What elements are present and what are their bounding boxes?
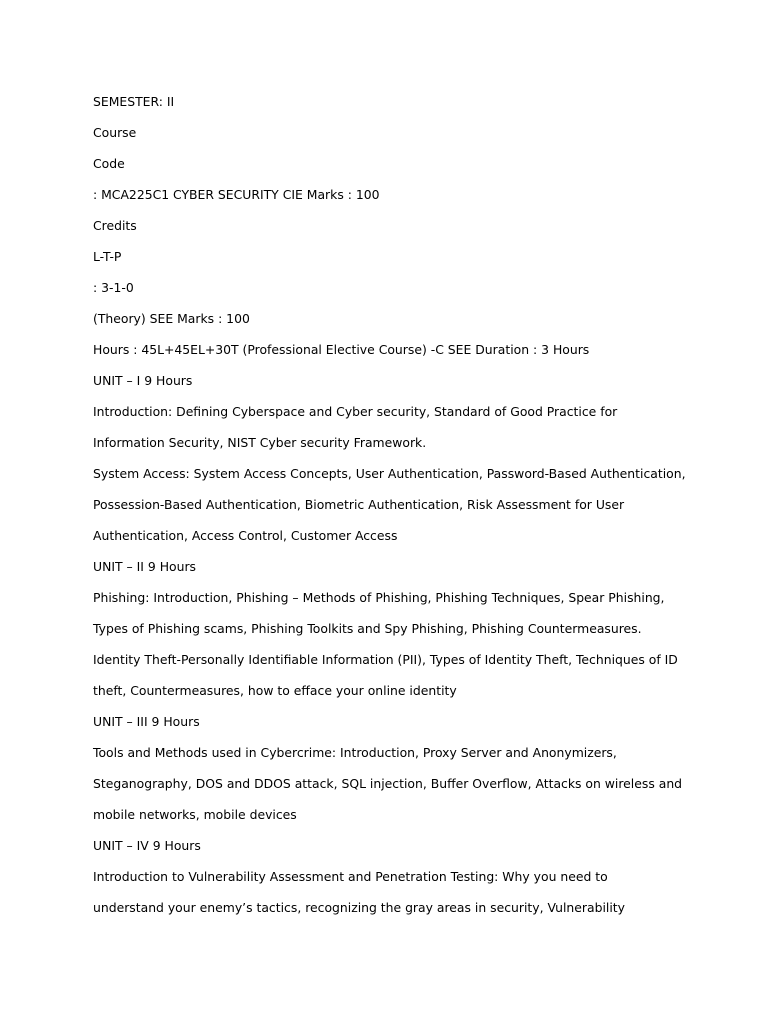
code-label: Code bbox=[93, 156, 125, 171]
unit-2-text-line: Identity Theft-Personally Identifiable Information (PII), Types of Identity Theft, Techniques of ID bbox=[93, 652, 678, 667]
unit-3-text-line: Steganography, DOS and DDOS attack, SQL injection, Buffer Overflow, Attacks on wireless and bbox=[93, 776, 683, 791]
unit-3-heading: UNIT – III 9 Hours bbox=[93, 714, 200, 729]
see-marks-line: (Theory) SEE Marks : 100 bbox=[93, 311, 250, 326]
ltp-label: L-T-P bbox=[93, 249, 122, 264]
unit-4-text-line: understand your enemy’s tactics, recognizing the gray areas in security, Vulnerability bbox=[93, 900, 625, 915]
ltp-value: : 3-1-0 bbox=[93, 280, 134, 295]
unit-4-text-line: Introduction to Vulnerability Assessment and Penetration Testing: Why you need to bbox=[93, 869, 608, 884]
course-label: Course bbox=[93, 125, 137, 140]
unit-1-text-line: Possession-Based Authentication, Biometric Authentication, Risk Assessment for User bbox=[93, 497, 625, 512]
document-text bbox=[93, 86, 686, 923]
unit-1-text-line: Information Security, NIST Cyber security Framework. bbox=[93, 435, 427, 450]
course-code-line: : MCA225C1 CYBER SECURITY CIE Marks : 100 bbox=[93, 187, 380, 202]
unit-2-text-line: theft, Countermeasures, how to efface your online identity bbox=[93, 683, 457, 698]
unit-1-text-line: Authentication, Access Control, Customer Access bbox=[93, 528, 398, 543]
unit-1-text-line: System Access: System Access Concepts, User Authentication, Password-Based Authentication, bbox=[93, 466, 686, 481]
unit-3-text-line: mobile networks, mobile devices bbox=[93, 807, 297, 822]
unit-3-text-line: Tools and Methods used in Cybercrime: Introduction, Proxy Server and Anonymizers, bbox=[93, 745, 617, 760]
unit-2-text-line: Types of Phishing scams, Phishing Toolkits and Spy Phishing, Phishing Countermeasures. bbox=[93, 621, 642, 636]
credits-label: Credits bbox=[93, 218, 137, 233]
semester-line: SEMESTER: II bbox=[93, 94, 175, 109]
unit-2-text-line: Phishing: Introduction, Phishing – Methods of Phishing, Phishing Techniques, Spear Phishing, bbox=[93, 590, 665, 605]
unit-4-heading: UNIT – IV 9 Hours bbox=[93, 838, 201, 853]
unit-1-text-line: Introduction: Defining Cyberspace and Cyber security, Standard of Good Practice for bbox=[93, 404, 618, 419]
hours-line: Hours : 45L+45EL+30T (Professional Elective Course) -C SEE Duration : 3 Hours bbox=[93, 342, 590, 357]
unit-2-heading: UNIT – II 9 Hours bbox=[93, 559, 197, 574]
unit-1-heading: UNIT – I 9 Hours bbox=[93, 373, 193, 388]
